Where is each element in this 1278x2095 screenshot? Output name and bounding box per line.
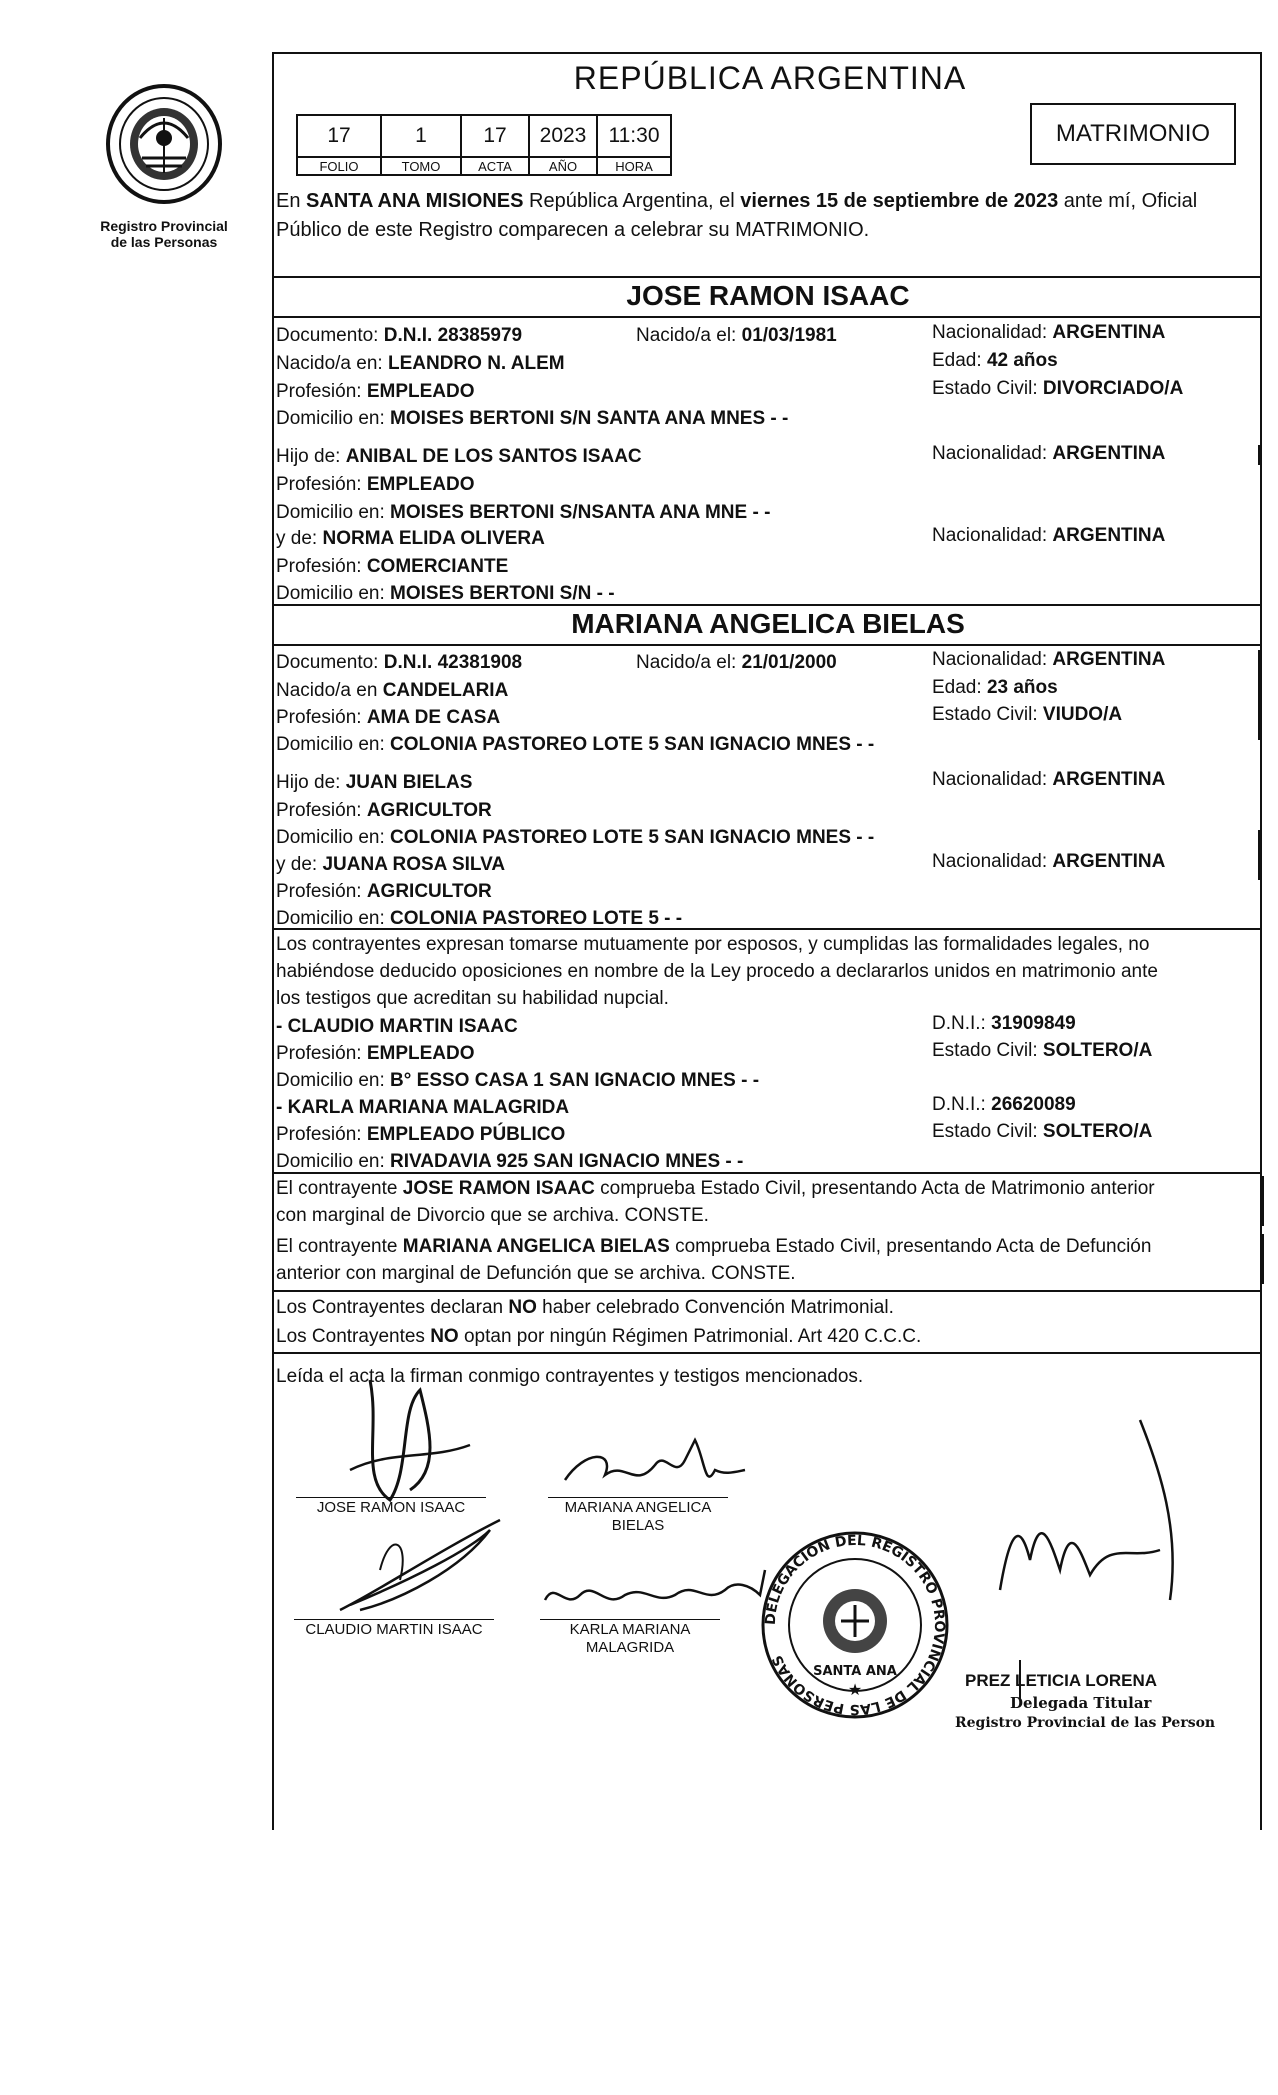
value: ARGENTINA [1052,443,1166,464]
label: Nacionalidad: [932,649,1048,670]
divider [274,604,1262,606]
note1-line1 [276,1176,1155,1202]
spouse2-madre-nacionalidad [932,849,1165,875]
signature-line [548,1497,728,1498]
value: ARGENTINA [1052,322,1166,343]
value: D.N.I. 42381908 [383,652,523,673]
value: - CLAUDIO MARTIN ISAAC [276,1016,518,1037]
margin-tick [1262,1176,1264,1226]
official-name: PREZ LETICIA LORENA [965,1671,1158,1690]
value: B° ESSO CASA 1 SAN IGNACIO MNES - - [390,1070,760,1091]
signature-line [294,1619,494,1620]
spouse1-madre-profesion [276,554,508,580]
label: Domicilio en: [276,908,385,929]
text: Los Contrayentes declaran [276,1297,509,1318]
label: Estado Civil: [932,704,1038,725]
spouse2-nacido-el [636,650,837,676]
signature-karla-mariana-malagrida [535,1560,775,1620]
divider [274,316,1262,318]
intro-p1: En [276,190,307,212]
spouse1-madre [276,526,545,552]
spouse1-padre-profesion [276,472,475,498]
label: Hijo de: [276,446,341,467]
spouse1-madre-nacionalidad [932,523,1165,549]
label: Nacionalidad: [932,525,1048,546]
closing-statement: Leída el acta la firman conmigo contrayentes y testigos mencionados. [276,1366,864,1387]
label: Profesión: [276,1124,362,1145]
label: y de: [276,854,318,875]
acta-label: ACTA [461,157,529,175]
label: Nacionalidad: [932,322,1048,343]
divider [274,928,1262,930]
note2-line1 [276,1234,1151,1260]
value: EMPLEADO [366,381,475,402]
text: comprueba Estado Civil, presentando Acta de Matrimonio anterior [594,1178,1155,1199]
label: Domicilio en: [276,1151,385,1172]
value: 26620089 [991,1094,1076,1115]
signature-caption-witness1: CLAUDIO MARTIN ISAAC [305,1621,483,1638]
intro-p2: República Argentina, el [523,190,741,212]
witness2-estado-civil [932,1119,1152,1145]
value: MARIANA ANGELICA BIELAS [402,1236,670,1257]
label: Nacionalidad: [932,443,1048,464]
text: El contrayente [276,1178,403,1199]
spouse2-madre [276,852,505,878]
value: COMERCIANTE [366,556,509,577]
label: Domicilio en: [276,408,385,429]
value: NORMA ELIDA OLIVERA [322,528,545,549]
value: EMPLEADO PÚBLICO [366,1124,566,1145]
spouse1-nacido-el [636,323,837,349]
spouse1-padre-nacionalidad [932,441,1165,467]
registry-stamp [755,1525,955,1725]
svg-text:★: ★ [847,1680,863,1699]
label: Nacido/a en [276,680,378,701]
label: Estado Civil: [932,1121,1038,1142]
divider [274,644,1262,646]
spouse2-madre-profesion [276,879,492,905]
declaration-line3: los testigos que acreditan su habilidad nupcial. [276,988,669,1009]
value: LEANDRO N. ALEM [387,353,565,374]
value: MOISES BERTONI S/N SANTA ANA MNES - - [390,408,789,429]
spouse2-padre-domicilio [276,825,874,851]
value: NO [430,1326,459,1347]
value: RIVADAVIA 925 SAN IGNACIO MNES - - [390,1151,744,1172]
value: COLONIA PASTOREO LOTE 5 - - [390,908,683,929]
label: Profesión: [276,881,362,902]
caption-line1: KARLA MARIANA [569,1621,691,1638]
witness1-profesion [276,1041,475,1067]
label: y de: [276,528,318,549]
divider [274,1352,1262,1354]
registry-caption-line1: Registro Provincial [100,218,228,234]
value: CANDELARIA [382,680,509,701]
spouse2-nacionalidad [932,647,1165,673]
value: COLONIA PASTOREO LOTE 5 SAN IGNACIO MNES - - [390,734,875,755]
value: 01/03/1981 [741,325,837,346]
spouse2-name: MARIANA ANGELICA BIELAS [571,608,965,639]
value: DIVORCIADO/A [1042,378,1184,399]
label: Edad: [932,677,982,698]
divider [274,276,1262,278]
value: ARGENTINA [1052,769,1166,790]
value: JUANA ROSA SILVA [322,854,506,875]
hora-label: HORA [597,157,671,175]
label: Estado Civil: [932,1040,1038,1061]
value: VIUDO/A [1042,704,1123,725]
label: Domicilio en: [276,583,385,604]
intro-p3: ante mí, Oficial Público de este Registro comparecen a celebrar su MATRIMONIO. [276,190,1198,241]
svg-text:DELEGACION DEL REGISTRO PROVIN: DELEGACION DEL REGISTRO PROVINCIAL DE LAS PERSONAS [762,1532,948,1718]
intro-place: SANTA ANA MISIONES [306,190,524,212]
value: ARGENTINA [1052,851,1166,872]
label: D.N.I.: [932,1013,986,1034]
caption-line2: MALAGRIDA [585,1639,675,1656]
label: Documento: [276,325,379,346]
value: ARGENTINA [1052,649,1166,670]
header-title: REPÚBLICA ARGENTINA [573,60,967,96]
spouse1-padre [276,444,642,470]
value: SOLTERO/A [1042,1040,1153,1061]
value: 21/01/2000 [741,652,837,673]
registry-caption [80,218,248,250]
note2-line2: anterior con marginal de Defunción que se archiva. CONSTE. [276,1263,796,1284]
margin-tick [1258,445,1260,465]
label: Profesión: [276,474,362,495]
value: EMPLEADO [366,1043,475,1064]
svg-text:SANTA ANA: SANTA ANA [813,1664,897,1679]
signature-official [960,1410,1200,1700]
spouse2-nacido-en [276,678,508,704]
spouse2-documento [276,650,522,676]
spouse1-profesion [276,379,475,405]
spouse1-nacionalidad [932,320,1165,346]
note1-line2: con marginal de Divorcio que se archiva. CONSTE. [276,1205,709,1226]
label: Documento: [276,652,379,673]
spouse2-padre [276,770,472,796]
witness2-name [276,1095,569,1121]
label: Domicilio en: [276,502,385,523]
anio-label: AÑO [529,157,597,175]
value: SOLTERO/A [1042,1121,1153,1142]
official-title-1: Delegada Titular [1010,1694,1152,1712]
caption-line2: BIELAS [611,1517,665,1534]
value: 42 años [986,350,1058,371]
spouse2-padre-profesion [276,798,492,824]
value: AGRICULTOR [366,881,492,902]
spouse1-domicilio [276,406,788,432]
label: Edad: [932,350,982,371]
spouse1-padre-domicilio [276,500,770,526]
tomo-value: 1 [381,115,461,157]
witness1-dni [932,1011,1076,1037]
caption-line1: MARIANA ANGELICA [564,1499,712,1516]
witness1-estado-civil [932,1038,1152,1064]
value: COLONIA PASTOREO LOTE 5 SAN IGNACIO MNES - - [390,827,875,848]
label: Profesión: [276,707,362,728]
signature-caption-witness2 [540,1621,720,1657]
signature-line [540,1619,720,1620]
text: comprueba Estado Civil, presentando Acta de Defunción [669,1236,1152,1257]
signature-jose-ramon-isaac [330,1370,510,1510]
value: ANIBAL DE LOS SANTOS ISAAC [345,446,642,467]
spouse2-estado-civil [932,702,1122,728]
divider [274,1172,1262,1174]
spouse1-documento [276,323,522,349]
margin-tick [1262,1234,1264,1284]
label: Profesión: [276,381,362,402]
label: Domicilio en: [276,1070,385,1091]
label: Nacido/a el: [636,652,737,673]
registry-caption-line2: de las Personas [110,234,218,250]
spouse1-estado-civil [932,376,1183,402]
provincial-seal-logo [100,78,228,208]
spouse2-padre-nacionalidad [932,767,1165,793]
value: AGRICULTOR [366,800,492,821]
label: Profesión: [276,556,362,577]
folio-label: FOLIO [297,157,381,175]
spouse2-edad [932,675,1058,701]
signature-caption-spouse1: JOSE RAMON ISAAC [316,1499,466,1516]
value: MOISES BERTONI S/NSANTA ANA MNE - - [390,502,771,523]
spouse2-profesion [276,705,500,731]
text: El contrayente [276,1236,403,1257]
text: haber celebrado Convención Matrimonial. [536,1297,894,1318]
declaration-line2: habiéndose deducido oposiciones en nombre de la Ley procedo a declararlos unidos en matrimonio ante [276,961,1158,982]
hora-value: 11:30 [597,115,671,157]
witness2-profesion [276,1122,565,1148]
label: Hijo de: [276,772,341,793]
value: D.N.I. 28385979 [383,325,523,346]
signature-claudio-martin-isaac [320,1510,520,1620]
value: - KARLA MARIANA MALAGRIDA [276,1097,570,1118]
spouse2-domicilio [276,732,874,758]
regime-note [276,1324,921,1350]
tomo-label: TOMO [381,157,461,175]
declaration-line1: Los contrayentes expresan tomarse mutuamente por esposos, y cumplidas las formalidades legales, no [276,934,1150,955]
signature-line [296,1497,486,1498]
text: Los Contrayentes [276,1326,431,1347]
value: JUAN BIELAS [345,772,473,793]
label: Domicilio en: [276,734,385,755]
witness1-domicilio [276,1068,759,1094]
divider [274,1290,1262,1292]
margin-tick [1258,650,1260,740]
value: ARGENTINA [1052,525,1166,546]
label: Nacido/a en: [276,353,383,374]
reference-table [296,114,672,176]
anio-value: 2023 [529,115,597,157]
label: Profesión: [276,1043,362,1064]
official-title-2: Registro Provincial de las Person [955,1715,1216,1731]
convention-note [276,1295,894,1321]
value: AMA DE CASA [366,707,501,728]
label: Estado Civil: [932,378,1038,399]
margin-tick [1258,830,1260,880]
label: Profesión: [276,800,362,821]
intro-paragraph [276,187,1260,245]
value: EMPLEADO [366,474,475,495]
intro-date: viernes 15 de septiembre de 2023 [740,190,1059,212]
signature-mariana-angelica-bielas [555,1430,755,1510]
signature-caption-spouse2 [548,1499,728,1535]
witness2-dni [932,1092,1076,1118]
label: Nacido/a el: [636,325,737,346]
value: 31909849 [991,1013,1076,1034]
value: JOSE RAMON ISAAC [402,1178,595,1199]
value: NO [508,1297,537,1318]
label: Nacionalidad: [932,851,1048,872]
spouse1-name: JOSE RAMON ISAAC [626,280,910,311]
label: D.N.I.: [932,1094,986,1115]
label: Nacionalidad: [932,769,1048,790]
spouse1-nacido-en [276,351,565,377]
document-type: MATRIMONIO [1030,103,1236,165]
text: optan por ningún Régimen Patrimonial. Art 420 C.C.C. [458,1326,922,1347]
label: Domicilio en: [276,827,385,848]
value: MOISES BERTONI S/N - - [390,583,615,604]
witness1-name [276,1014,518,1040]
folio-value: 17 [297,115,381,157]
acta-value: 17 [461,115,529,157]
value: 23 años [986,677,1058,698]
spouse1-edad [932,348,1058,374]
